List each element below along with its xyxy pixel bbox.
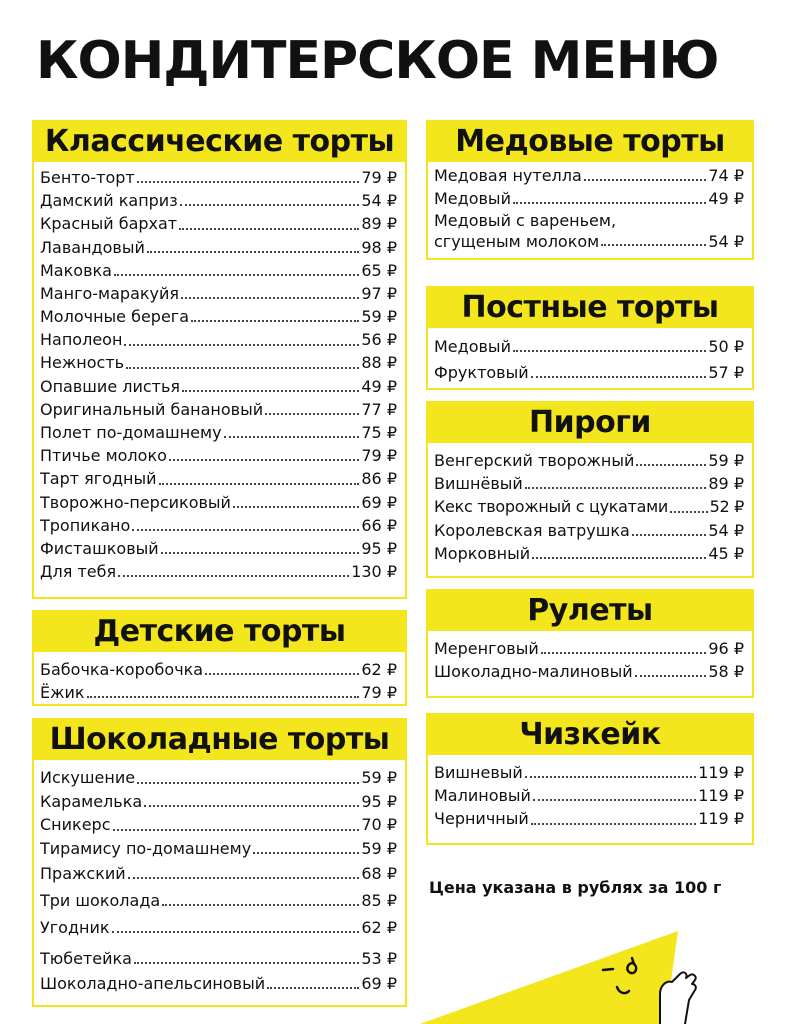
list-item [40, 970, 397, 995]
list-item [40, 813, 397, 837]
section-chocolate-cakes [32, 718, 407, 1007]
list-item [40, 212, 397, 235]
list-item [40, 560, 397, 583]
item-price: 54 ₽ [708, 232, 744, 252]
item-price: 70 ₽ [361, 815, 397, 835]
item-name: Творожно-персиковый [40, 492, 231, 512]
dot-leader [113, 829, 360, 831]
item-name: Вишнёвый [434, 474, 523, 494]
dot-leader [205, 673, 359, 675]
dot-leader [87, 696, 360, 698]
dot-leader [182, 390, 359, 392]
list-item [434, 542, 744, 565]
item-name: Медовый [434, 189, 511, 209]
dot-leader [525, 487, 707, 489]
list-item [40, 860, 397, 885]
list-item [434, 495, 744, 518]
item-name-line1: Медовый с вареньем, [434, 211, 617, 231]
cheese-wedge-shape [420, 931, 678, 1024]
item-name: Медовая нутелла [434, 165, 582, 185]
item-price: 53 ₽ [361, 948, 397, 968]
list-item [40, 236, 397, 259]
item-price: 74 ₽ [708, 165, 744, 185]
item-name: Малиновый [434, 786, 531, 806]
item-name: Венгерский творожный [434, 450, 635, 470]
section-lenten-cakes [426, 286, 754, 390]
item-list [428, 162, 752, 256]
section-honey-cakes [426, 120, 754, 260]
list-item [40, 467, 397, 490]
item-name: Фруктовый [434, 362, 529, 382]
list-item [434, 332, 744, 358]
dot-leader [635, 675, 707, 677]
dot-leader [636, 464, 706, 466]
dot-leader [118, 575, 349, 577]
dot-leader [124, 344, 359, 346]
item-name: Тирамису по-домашнему [40, 838, 252, 858]
item-price: 66 ₽ [361, 515, 397, 535]
dot-leader [224, 436, 360, 438]
item-price: 130 ₽ [351, 562, 397, 582]
list-item [40, 514, 397, 537]
item-price: 77 ₽ [361, 399, 397, 419]
price-note: Цена указана в рублях за 100 г [429, 878, 722, 897]
list-item [434, 761, 744, 784]
item-price: 49 ₽ [361, 376, 397, 396]
item-price: 95 ₽ [361, 538, 397, 558]
list-item [40, 421, 397, 444]
item-price: 45 ₽ [708, 543, 744, 563]
item-name: Меренговый [434, 638, 539, 658]
item-price: 85 ₽ [361, 890, 397, 910]
item-name: Дамский каприз [40, 191, 178, 211]
section-title: Детские торты [34, 612, 405, 652]
item-price: 65 ₽ [361, 260, 397, 280]
item-list [34, 760, 405, 999]
item-price: 59 ₽ [708, 450, 744, 470]
section-classic-cakes [32, 120, 407, 599]
dot-leader [112, 931, 360, 933]
item-price: 68 ₽ [361, 863, 397, 883]
list-item [434, 164, 744, 187]
item-price: 96 ₽ [708, 638, 744, 658]
item-list [34, 652, 405, 708]
list-item [40, 375, 397, 398]
item-name: Вишневый [434, 762, 523, 782]
list-item [40, 790, 397, 814]
section-title: Медовые торты [428, 122, 752, 162]
dot-leader [525, 776, 696, 778]
item-name: Карамелька [40, 791, 143, 811]
dot-leader [128, 877, 360, 879]
dot-leader [265, 413, 359, 415]
dot-leader [233, 506, 359, 508]
dot-leader [159, 483, 360, 485]
dot-leader [132, 529, 359, 531]
cheese-eye-icon [603, 969, 613, 970]
item-price: 59 ₽ [361, 307, 397, 327]
item-name: Пражский [40, 863, 126, 883]
list-item-line1 [434, 210, 744, 232]
item-name: Угодник [40, 917, 110, 937]
item-price: 89 ₽ [708, 474, 744, 494]
dot-leader [533, 799, 696, 801]
list-item [40, 491, 397, 514]
item-name: Морковный [434, 543, 531, 563]
item-price: 69 ₽ [361, 492, 397, 512]
page-title: КОНДИТЕРСКОЕ МЕНЮ [36, 31, 719, 91]
item-price: 98 ₽ [361, 237, 397, 257]
dot-leader [253, 852, 359, 854]
item-price: 57 ₽ [708, 362, 744, 382]
list-item [434, 232, 744, 252]
item-name: Тюбетейка [40, 948, 132, 968]
item-name: Бенто-торт [40, 167, 135, 187]
item-price: 89 ₽ [361, 214, 397, 234]
item-name: Искушение [40, 768, 136, 788]
section-pies [426, 401, 754, 578]
item-price: 52 ₽ [709, 497, 744, 517]
item-name: Тарт ягодный [40, 469, 157, 489]
item-price: 62 ₽ [361, 917, 397, 937]
section-kids-cakes [32, 610, 407, 706]
list-item [40, 166, 397, 189]
item-name: Кекс творожный с цукатами [434, 497, 669, 517]
item-name: Фисташковый [40, 538, 159, 558]
list-item [434, 449, 744, 472]
item-name: сгущеным молоком [434, 232, 600, 252]
list-item [40, 766, 397, 790]
item-price: 54 ₽ [361, 191, 397, 211]
item-price: 86 ₽ [361, 469, 397, 489]
item-name: Красный бархат [40, 214, 178, 234]
dot-leader [531, 823, 696, 825]
dot-leader [161, 552, 360, 554]
item-price: 79 ₽ [361, 167, 397, 187]
list-item [40, 537, 397, 560]
list-item [40, 352, 397, 375]
item-price: 49 ₽ [708, 189, 744, 209]
cheese-character-illustration [420, 925, 785, 1024]
section-title: Шоколадные торты [34, 720, 405, 760]
list-item [40, 681, 397, 704]
dot-leader [541, 652, 707, 654]
dot-leader [126, 367, 359, 369]
dot-leader [191, 320, 359, 322]
item-list [428, 631, 752, 687]
list-item [40, 328, 397, 351]
dot-leader [179, 228, 359, 230]
dot-leader [114, 274, 359, 276]
item-name: Шоколадно-апельсиновый [40, 973, 266, 993]
dot-leader [532, 557, 706, 559]
item-name: Манго-маракуйя [40, 283, 180, 303]
item-price: 62 ₽ [361, 659, 397, 679]
item-list [428, 755, 752, 835]
item-name: Наполеон [40, 330, 123, 350]
list-item [434, 358, 744, 384]
item-name: Черничный [434, 809, 529, 829]
dot-leader [584, 179, 707, 181]
dot-leader [144, 805, 359, 807]
item-price: 79 ₽ [361, 446, 397, 466]
dot-leader [162, 904, 359, 906]
item-price: 59 ₽ [361, 768, 397, 788]
item-price: 75 ₽ [361, 423, 397, 443]
item-name: Полет по-домашнему [40, 423, 222, 443]
item-price: 54 ₽ [708, 520, 744, 540]
list-item [434, 472, 744, 495]
item-price: 88 ₽ [361, 353, 397, 373]
list-item [434, 637, 744, 660]
list-item [434, 807, 744, 830]
item-name: Сникерс [40, 815, 111, 835]
dot-leader [632, 534, 707, 536]
list-item [40, 912, 397, 939]
item-name: Три шоколада [40, 890, 161, 910]
item-name: Оригинальный банановый [40, 399, 264, 419]
item-name: Нежность [40, 353, 125, 373]
item-price: 58 ₽ [708, 662, 744, 682]
list-item [40, 658, 397, 681]
item-price: 79 ₽ [361, 683, 397, 703]
list-item [434, 187, 744, 210]
list-item [40, 444, 397, 467]
dot-leader [147, 251, 360, 253]
item-name: Молочные берега [40, 307, 190, 327]
section-cheesecake [426, 713, 754, 845]
list-item [40, 398, 397, 421]
dot-leader [169, 459, 359, 461]
section-title: Постные торты [428, 288, 752, 328]
item-name: Маковка [40, 260, 112, 280]
item-name: Тропикано [40, 515, 131, 535]
item-name: Шоколадно-малиновый [434, 662, 633, 682]
list-item [40, 189, 397, 212]
dot-leader [137, 782, 359, 784]
list-item [40, 259, 397, 282]
dot-leader [137, 181, 360, 183]
list-item [40, 305, 397, 328]
item-price: 56 ₽ [361, 330, 397, 350]
item-name: Бабочка-коробочка [40, 659, 204, 679]
item-name: Лавандовый [40, 237, 145, 257]
item-name: Птичье молоко [40, 446, 167, 466]
item-name: Для тебя [40, 562, 117, 582]
item-price: 119 ₽ [698, 786, 744, 806]
item-price: 59 ₽ [361, 838, 397, 858]
item-list [428, 443, 752, 569]
item-name: Королевская ватрушка [434, 520, 630, 540]
dot-leader [134, 962, 359, 964]
item-list [34, 162, 405, 587]
list-item [40, 885, 397, 912]
section-rolls [426, 589, 754, 698]
dot-leader [531, 376, 707, 378]
list-item [40, 939, 397, 970]
item-price: 50 ₽ [708, 336, 744, 356]
section-title: Пироги [428, 403, 752, 443]
item-price: 119 ₽ [698, 762, 744, 782]
dot-leader [181, 297, 359, 299]
list-item [434, 519, 744, 542]
item-list [428, 328, 752, 388]
item-name: Ёжик [40, 683, 85, 703]
item-name: Медовый [434, 336, 511, 356]
list-item [40, 282, 397, 305]
item-price: 97 ₽ [361, 283, 397, 303]
list-item [40, 837, 397, 861]
section-title: Классические торты [34, 122, 405, 162]
dot-leader [267, 987, 359, 989]
dot-leader [513, 350, 706, 352]
dot-leader [601, 244, 706, 246]
list-item [434, 784, 744, 807]
item-price: 95 ₽ [361, 791, 397, 811]
item-name: Опавшие листья [40, 376, 181, 396]
dot-leader [513, 202, 706, 204]
dot-leader [670, 511, 708, 513]
section-title: Рулеты [428, 591, 752, 631]
item-price: 119 ₽ [698, 809, 744, 829]
dot-leader [180, 204, 360, 206]
list-item [434, 660, 744, 683]
item-price: 69 ₽ [361, 973, 397, 993]
section-title: Чизкейк [428, 715, 752, 755]
